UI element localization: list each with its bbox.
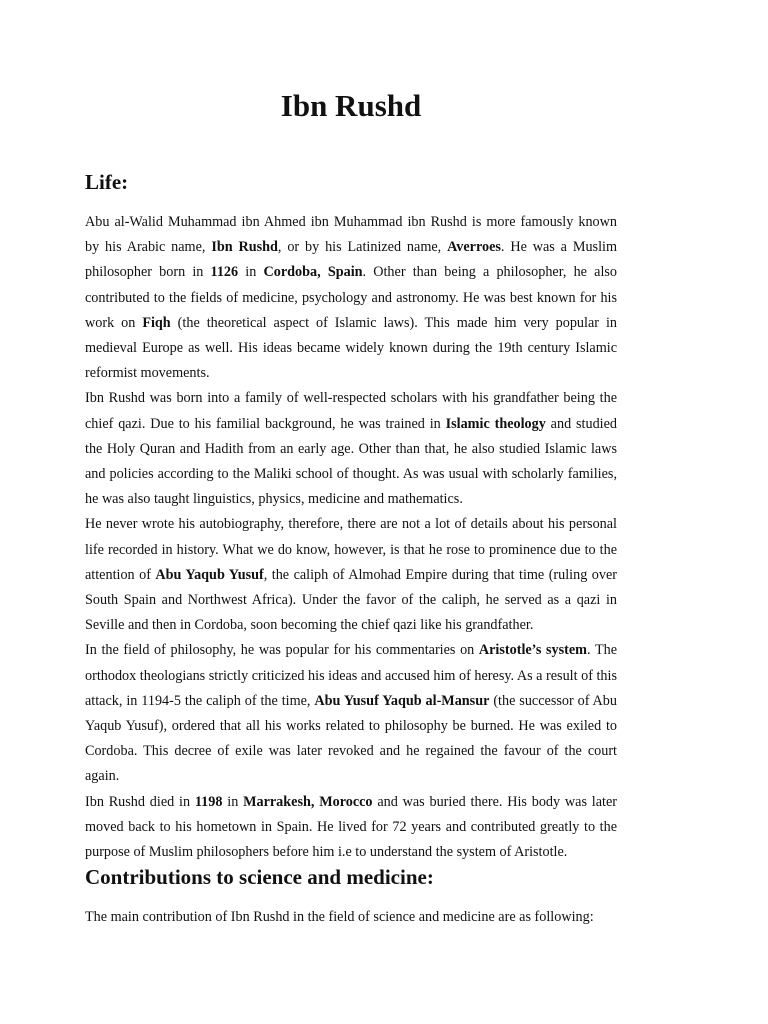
text-run: (the theoretical aspect of Islamic laws). This made him very popular in medieval Europe as well. His ideas became widely known during the 19th century Islamic reformist movements. <box>85 314 617 382</box>
text-run: The main contribution of Ibn Rushd in the field of science and medicine are as following: <box>85 909 594 925</box>
text-run: Ibn Rushd was born into a family of well-respected scholars with his grandfather being the chief qazi. Due to his familial background, he was trained in <box>85 390 617 432</box>
bold-text: Averroes <box>447 239 501 256</box>
text-run: , the caliph of Almohad Empire during that time (ruling over South Spain and Northwest Africa). Under the favor of the caliph, he served as a qazi in Seville and then in Cordoba, soon becoming the chief qazi like his grandfather. <box>85 566 617 634</box>
text-run: . He was a Muslim philosopher born in <box>85 239 617 281</box>
bold-text: Aristotle’s system <box>478 642 588 659</box>
bold-text: Ibn Rushd <box>211 239 278 256</box>
text-run: in <box>238 264 264 281</box>
section-heading-contributions: Contributions to science and medicine: <box>85 865 434 889</box>
text-run: and studied the Holy Quran and Hadith from an early age. Other than that, he also studied Islamic laws and policies according to the Maliki school of thought. As was usual with scholarly families, he was also taught linguistics, physics, medicine and mathematics. <box>85 415 617 508</box>
text-run: , or by his Latinized name, <box>277 239 448 256</box>
document-title: Ibn Rushd <box>280 88 422 123</box>
paragraph <box>85 210 617 386</box>
section-heading-life: Life: <box>85 170 129 194</box>
paragraph <box>85 512 617 638</box>
text-run: . Other than being a philosopher, he also contributed to the fields of medicine, psychology and astronomy. He was best known for his work on <box>85 264 617 331</box>
paragraph <box>85 638 617 789</box>
text-run: (the successor of Abu Yaqub Yusuf), ordered that all his works related to philosophy be burned. He was exiled to Cordoba. This decree of exile was later revoked and he regained the favour of the court again. <box>85 692 617 785</box>
text-run: and was buried there. His body was later moved back to his hometown in Spain. He lived for 72 years and contributed greatly to the purpose of Muslim philosophers before him i.e to understand the system of Aristotle. <box>85 793 617 861</box>
text-run: In the field of philosophy, he was popular for his commentaries on <box>85 642 479 659</box>
bold-text: Marrakesh, Morocco <box>243 793 373 810</box>
paragraph <box>85 386 617 512</box>
text-run: Abu al-Walid Muhammad ibn Ahmed ibn Muhammad ibn Rushd is more famously known by his Arabic name, <box>85 214 617 256</box>
text-run: . The orthodox theologians strictly criticized his ideas and accused him of heresy. As a result of this attack, in 1194-5 the caliph of the time, <box>85 642 617 709</box>
bold-text: Cordoba, Spain <box>263 264 363 281</box>
bold-text: Islamic theology <box>445 415 546 432</box>
paragraph <box>85 905 617 930</box>
bold-text: 1126 <box>210 264 239 281</box>
text-run: Ibn Rushd died in <box>85 793 195 810</box>
text-run: He never wrote his autobiography, therefore, there are not a lot of details about his personal life recorded in history. What we do know, however, is that he rose to prominence due to the attention of <box>85 516 617 583</box>
text-run: in <box>222 793 244 810</box>
bold-text: Abu Yusuf Yaqub al-Mansur <box>314 692 490 709</box>
bold-text: Abu Yaqub Yusuf <box>155 566 264 583</box>
bold-text: 1198 <box>194 793 223 810</box>
bold-text: Fiqh <box>142 314 171 331</box>
section-body-life <box>85 210 617 865</box>
paragraph <box>85 790 617 866</box>
section-body-contributions <box>85 905 617 930</box>
